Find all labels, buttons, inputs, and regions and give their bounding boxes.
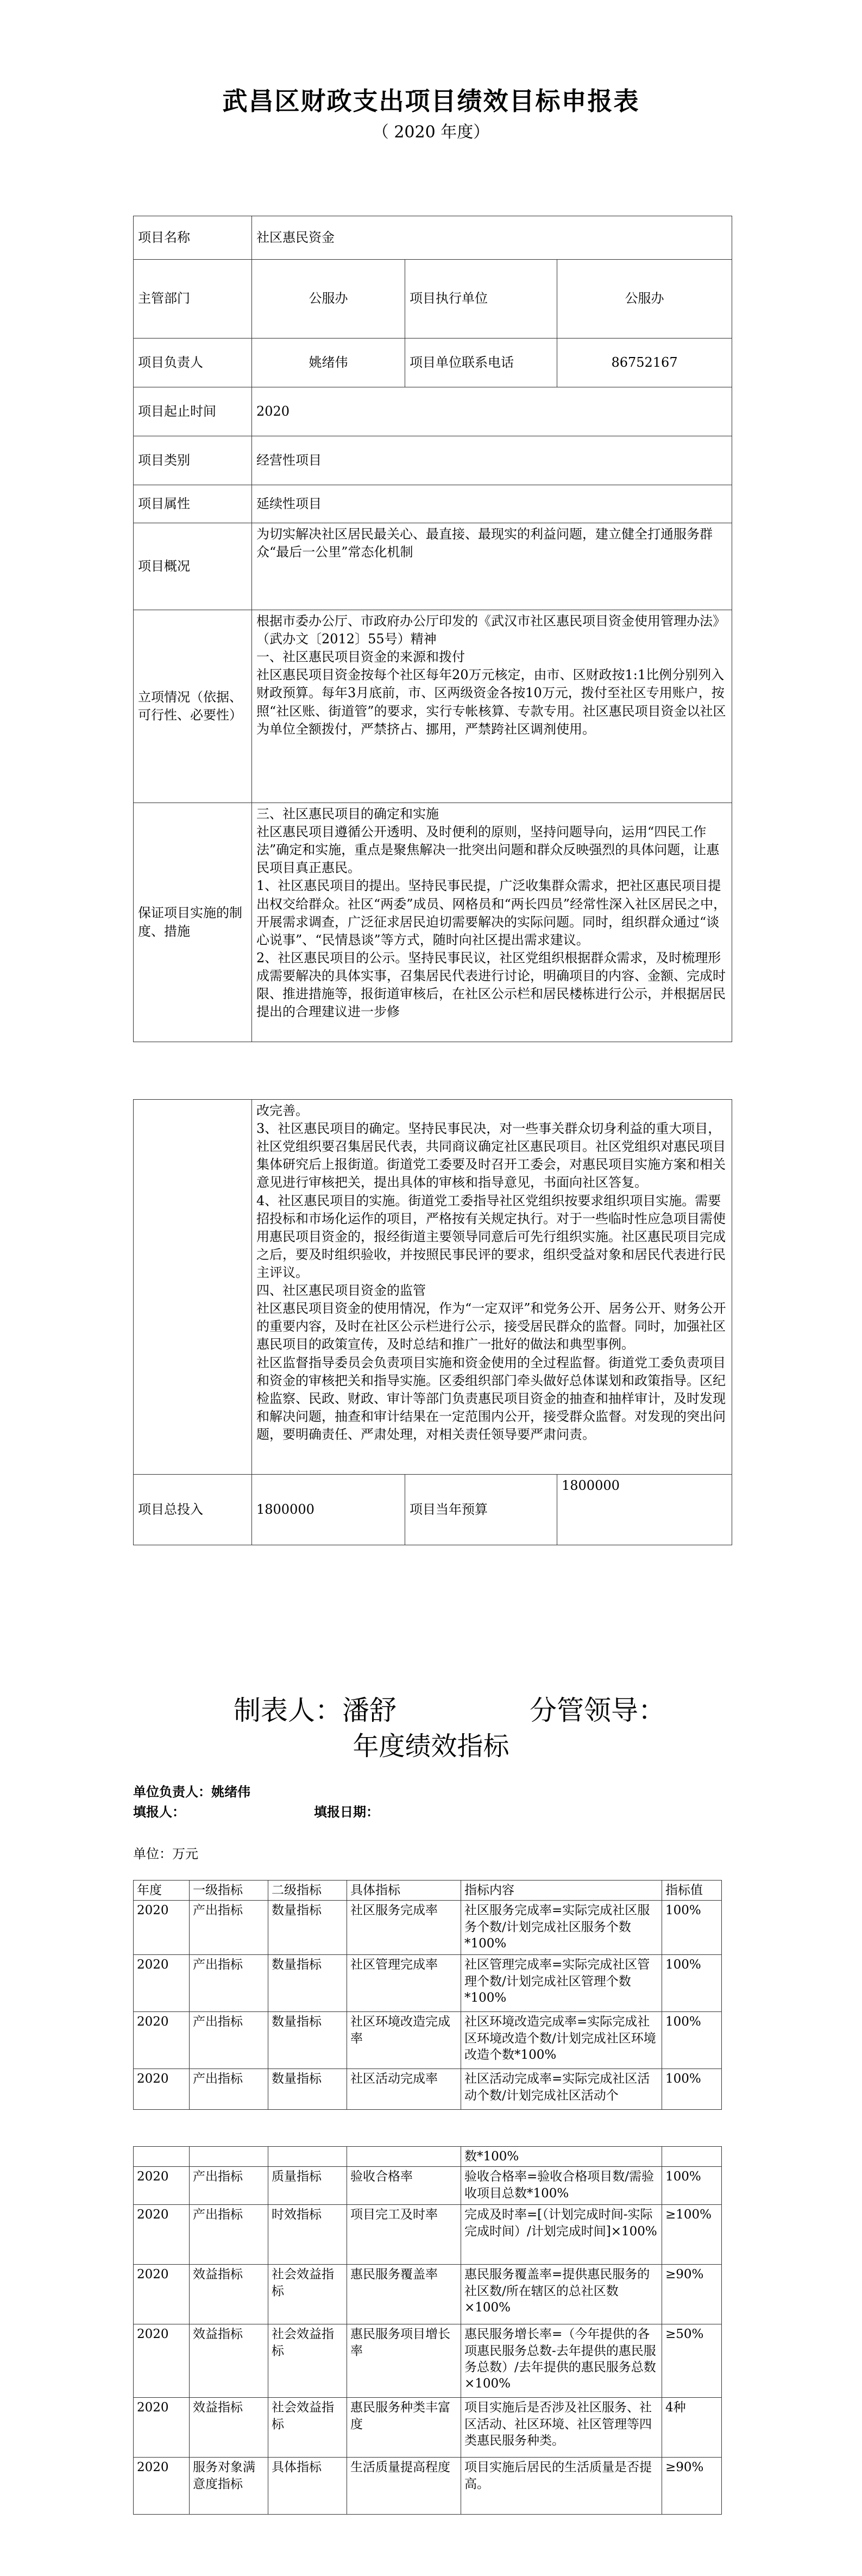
table-row [134, 2147, 722, 2167]
kpi-cell-content: 社区服务完成率=实际完成社区服务个数/计划完成社区服务个数*100% [461, 1901, 662, 1955]
kpi-cell-content: 验收合格率=验收合格项目数/需验收项目总数*100% [461, 2167, 662, 2205]
kpi-cell-empty [268, 2147, 347, 2167]
kpi-cell-level2: 数量指标 [268, 2069, 347, 2110]
kpi-cell-level1: 产出指标 [190, 2205, 268, 2265]
kpi-cell-year: 2020 [134, 1955, 190, 2012]
dept-label: 主管部门 [134, 260, 252, 339]
table-row [134, 2265, 722, 2324]
kpi-cell-level1: 效益指标 [190, 2398, 268, 2458]
kpi-table-continued [133, 2146, 722, 2515]
exec-unit-value: 公服办 [557, 260, 732, 339]
attr-label: 项目属性 [134, 485, 252, 523]
kpi-cell-content: 项目实施后居民的生活质量是否提高。 [461, 2458, 662, 2515]
maker-signature: 制表人：潘舒 [234, 1695, 397, 1726]
kpi-cell-level2: 时效指标 [268, 2205, 347, 2265]
kpi-cell-level1: 产出指标 [190, 2167, 268, 2205]
measures-value: 三、社区惠民项目的确定和实施 社区惠民项目遵循公开透明、及时便利的原则，坚持问题导向，运用“四民工作法”确定和实施，重点是聚焦解决一批突出问题和群众反映强烈的具体问题，让惠民项目真正惠民。 1、社区惠民项目的提出。坚持民事民提，广泛收集群众需求，把社区惠民项目提出权交给群众。社区“两委”成员、网格员和“两长四员”经常性深入社区居民之中，开展需求调查，广泛征求居民迫切需要解决的实际问题。同时，组织群众通过“谈心说事”、“民情恳谈”等方式，随时向社区提出需求建议。 2、社区惠民项目的公示。坚持民事民议，社区党组织根据群众需求，及时梳理形成需要解决的具体实事，召集居民代表进行讨论，明确项目的内容、金额、完成时限、推进措施等，报街道审核后，在社区公示栏和居民楼栋进行公示，并根据居民提出的合理建议进一步修 [252, 803, 732, 1042]
leader-value: 姚绪伟 [252, 339, 405, 387]
type-value: 经营性项目 [252, 436, 732, 485]
kpi-cell-level2: 数量指标 [268, 2012, 347, 2069]
kpi-cell-indicator: 惠民服务种类丰富度 [347, 2398, 461, 2458]
kpi-cell-level2: 数量指标 [268, 1955, 347, 2012]
table-row [134, 2324, 722, 2398]
kpi-cell-indicator: 社区管理完成率 [347, 1955, 461, 2012]
kpi-cell-empty [134, 2147, 190, 2167]
kpi-cell-level1: 产出指标 [190, 2069, 268, 2110]
table-row [134, 2205, 722, 2265]
kpi-header-year: 年度 [134, 1881, 190, 1901]
kpi-cell-indicator: 社区活动完成率 [347, 2069, 461, 2110]
table-row [134, 1901, 722, 1955]
kpi-cell-year: 2020 [134, 2012, 190, 2069]
measures-label-continued [134, 1100, 252, 1475]
year-subtitle: （ 2020 年度） [372, 123, 490, 142]
kpi-cell-indicator: 社区环境改造完成率 [347, 2012, 461, 2069]
fill-date-field: 填报日期： [314, 1804, 379, 1820]
total-investment-label: 项目总投入 [134, 1475, 252, 1545]
leader-signature: 分管领导： [530, 1695, 665, 1726]
annual-budget-value: 1800000 [557, 1475, 732, 1545]
measures-label: 保证项目实施的制度、措施 [134, 803, 252, 1042]
kpi-cell-indicator: 惠民服务项目增长率 [347, 2324, 461, 2398]
project-name-value: 社区惠民资金 [252, 216, 732, 260]
unit-leader-field: 单位负责人：姚绪伟 [133, 1784, 250, 1800]
basis-label: 立项情况（依据、可行性、必要性） [134, 610, 252, 803]
kpi-cell-value: 100% [662, 1901, 722, 1955]
kpi-cell-empty [347, 2147, 461, 2167]
kpi-header-level1: 一级指标 [190, 1881, 268, 1901]
kpi-cell-level1: 效益指标 [190, 2265, 268, 2324]
type-label: 项目类别 [134, 436, 252, 485]
kpi-title: 年度绩效指标 [353, 1731, 509, 1762]
kpi-cell-level2: 社会效益指标 [268, 2398, 347, 2458]
kpi-cell-level1: 效益指标 [190, 2324, 268, 2398]
kpi-cell-year: 2020 [134, 2069, 190, 2110]
application-form-table [133, 216, 732, 1042]
kpi-cell-value: ≥90% [662, 2458, 722, 2515]
kpi-cell-indicator: 社区服务完成率 [347, 1901, 461, 1955]
kpi-cell-value: 100% [662, 2012, 722, 2069]
table-row [134, 1955, 722, 2012]
unit-note: 单位：万元 [133, 1846, 198, 1862]
kpi-cell-year: 2020 [134, 2458, 190, 2515]
kpi-cell-content: 完成及时率=[（计划完成时间-实际完成时间）/计划完成时间]×100% [461, 2205, 662, 2265]
kpi-header-value: 指标值 [662, 1881, 722, 1901]
kpi-cell-level1: 产出指标 [190, 2012, 268, 2069]
kpi-cell-content: 数*100% [461, 2147, 662, 2167]
annual-budget-label: 项目当年预算 [405, 1475, 557, 1545]
total-investment-value: 1800000 [252, 1475, 405, 1545]
leader-label: 项目负责人 [134, 339, 252, 387]
kpi-header-indicator: 具体指标 [347, 1881, 461, 1901]
kpi-cell-level2: 具体指标 [268, 2458, 347, 2515]
kpi-cell-content: 惠民服务增长率=（今年提供的各项惠民服务总数-去年提供的惠民服务总数）/去年提供的惠民服务总数×100% [461, 2324, 662, 2398]
kpi-cell-empty [190, 2147, 268, 2167]
table-row [134, 2069, 722, 2110]
kpi-cell-content: 项目实施后是否涉及社区服务、社区活动、社区环境、社区管理等四类惠民服务种类。 [461, 2398, 662, 2458]
kpi-cell-indicator: 生活质量提高程度 [347, 2458, 461, 2515]
kpi-cell-indicator: 惠民服务覆盖率 [347, 2265, 461, 2324]
filler-field: 填报人： [133, 1804, 185, 1820]
kpi-cell-year: 2020 [134, 1901, 190, 1955]
kpi-cell-content: 惠民服务覆盖率=提供惠民服务的社区数/所在辖区的总社区数×100% [461, 2265, 662, 2324]
page-title: 武昌区财政支出项目绩效目标申报表 [222, 86, 640, 116]
kpi-header-content: 指标内容 [461, 1881, 662, 1901]
period-label: 项目起止时间 [134, 387, 252, 436]
kpi-cell-value: 4种 [662, 2398, 722, 2458]
kpi-cell-year: 2020 [134, 2205, 190, 2265]
kpi-cell-level1: 产出指标 [190, 1955, 268, 2012]
kpi-cell-content: 社区环境改造完成率=实际完成社区环境改造个数/计划完成社区环境改造个数*100% [461, 2012, 662, 2069]
kpi-cell-value: 100% [662, 1955, 722, 2012]
table-row [134, 2167, 722, 2205]
table-row [134, 2012, 722, 2069]
kpi-cell-value: ≥90% [662, 2265, 722, 2324]
kpi-cell-value: ≥100% [662, 2205, 722, 2265]
kpi-cell-year: 2020 [134, 2167, 190, 2205]
phone-label: 项目单位联系电话 [405, 339, 557, 387]
table-row [134, 2398, 722, 2458]
kpi-cell-indicator: 项目完工及时率 [347, 2205, 461, 2265]
kpi-cell-value: ≥50% [662, 2324, 722, 2398]
period-value: 2020 [252, 387, 732, 436]
application-form-table-continued [133, 1099, 732, 1545]
kpi-cell-year: 2020 [134, 2398, 190, 2458]
kpi-cell-value: 100% [662, 2167, 722, 2205]
kpi-cell-content: 社区管理完成率=实际完成社区管理个数/计划完成社区管理个数*100% [461, 1955, 662, 2012]
phone-value: 86752167 [557, 339, 732, 387]
summary-value: 为切实解决社区居民最关心、最直接、最现实的利益问题，建立健全打通服务群众“最后一公里”常态化机制 [252, 523, 732, 610]
kpi-cell-level1: 产出指标 [190, 1901, 268, 1955]
measures-value-continued: 改完善。 3、社区惠民项目的确定。坚持民事民决，对一些事关群众切身利益的重大项目，社区党组织要召集居民代表，共同商议确定社区惠民项目。社区党组织对惠民项目集体研究后上报街道。街道党工委要及时召开工委会，对惠民项目实施方案和相关意见进行审核把关，提出具体的审核和指导意见，书面向社区答复。 4、社区惠民项目的实施。街道党工委指导社区党组织按要求组织项目实施。需要招投标和市场化运作的项目，严格按有关规定执行。对于一些临时性应急项目需使用惠民项目资金的，报经街道主要领导同意后可先行组织实施。社区惠民项目完成之后，要及时组织验收，并按照民事民评的要求，组织受益对象和居民代表进行民主评议。 四、社区惠民项目资金的监管 社区惠民项目资金的使用情况，作为“一定双评”和党务公开、居务公开、财务公开的重要内容，及时在社区公示栏进行公示，接受居民群众的监督。同时，加强社区惠民项目的政策宣传，及时总结和推广一批好的做法和典型事例。 社区监督指导委员会负责项目实施和资金使用的全过程监督。街道党工委负责项目和资金的审核把关和指导实施。区委组织部门牵头做好总体谋划和政策指导。区纪检监察、民政、财政、审计等部门负责惠民项目资金的抽查和抽样审计，及时发现和解决问题，抽查和审计结果在一定范围内公开，接受群众监督。对发现的突出问题，要明确责任、严肃处理，对相关责任领导要严肃问责。 [252, 1100, 732, 1475]
dept-value: 公服办 [252, 260, 405, 339]
kpi-cell-indicator: 验收合格率 [347, 2167, 461, 2205]
kpi-cell-level2: 数量指标 [268, 1901, 347, 1955]
kpi-header-level2: 二级指标 [268, 1881, 347, 1901]
kpi-cell-level1: 服务对象满意度指标 [190, 2458, 268, 2515]
basis-value: 根据市委办公厅、市政府办公厅印发的《武汉市社区惠民项目资金使用管理办法》（武办文〔2012〕55号）精神 一、社区惠民项目资金的来源和拨付 社区惠民项目资金按每个社区每年20万元核定，由市、区财政按1:1比例分别列入财政预算。每年3月底前，市、区两级资金各按10万元，拨付至社区专用账户，按照“社区账、街道管”的要求，实行专帐核算、专款专用。社区惠民项目资金以社区为单位全额拨付，严禁挤占、挪用，严禁跨社区调剂使用。 [252, 610, 732, 803]
attr-value: 延续性项目 [252, 485, 732, 523]
kpi-cell-level2: 社会效益指标 [268, 2324, 347, 2398]
kpi-cell-value: 100% [662, 2069, 722, 2110]
kpi-table [133, 1880, 722, 2110]
kpi-cell-year: 2020 [134, 2265, 190, 2324]
summary-label: 项目概况 [134, 523, 252, 610]
kpi-cell-year: 2020 [134, 2324, 190, 2398]
kpi-cell-content: 社区活动完成率=实际完成社区活动个数/计划完成社区活动个 [461, 2069, 662, 2110]
exec-unit-label: 项目执行单位 [405, 260, 557, 339]
project-name-label: 项目名称 [134, 216, 252, 260]
kpi-cell-level2: 质量指标 [268, 2167, 347, 2205]
kpi-cell-empty [662, 2147, 722, 2167]
table-row [134, 2458, 722, 2515]
kpi-cell-level2: 社会效益指标 [268, 2265, 347, 2324]
